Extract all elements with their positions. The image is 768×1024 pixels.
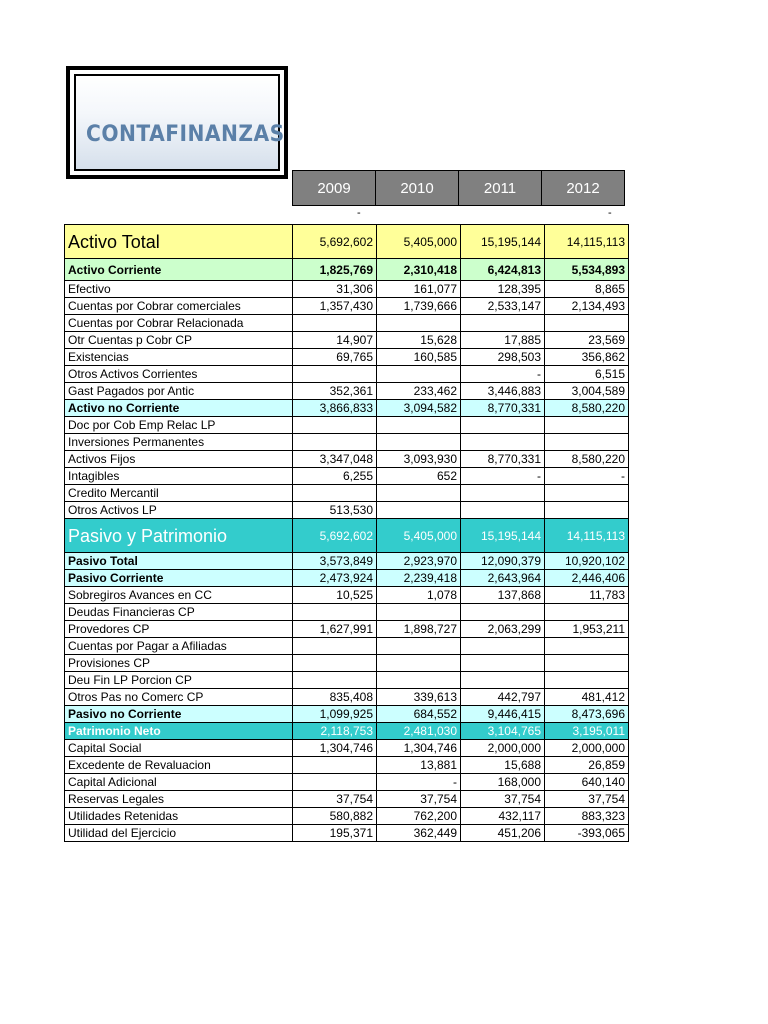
value-cell-2012 (545, 434, 629, 451)
value-cell-2010: 3,094,582 (377, 400, 461, 417)
value-cell-2011 (461, 485, 545, 502)
row-label: Otr Cuentas p Cobr CP (65, 332, 293, 349)
value-cell-2010: 233,462 (377, 383, 461, 400)
row-label: Provedores CP (65, 621, 293, 638)
company-logo (66, 66, 288, 179)
value-cell-2010: - (377, 774, 461, 791)
value-cell-2010: 13,881 (377, 757, 461, 774)
value-cell-2011: 2,063,299 (461, 621, 545, 638)
table-row (65, 400, 629, 417)
value-cell-2009 (293, 655, 377, 672)
value-cell-2012: 481,412 (545, 689, 629, 706)
row-label: Credito Mercantil (65, 485, 293, 502)
table-row (65, 825, 629, 842)
row-label: Cuentas por Cobrar Relacionada (65, 315, 293, 332)
value-cell-2011: 8,770,331 (461, 400, 545, 417)
value-cell-2009 (293, 757, 377, 774)
value-cell-2012: 8,580,220 (545, 451, 629, 468)
table-row (65, 502, 629, 519)
table-row (65, 757, 629, 774)
value-cell-2010 (377, 502, 461, 519)
value-cell-2010 (377, 485, 461, 502)
value-cell-2012: 14,115,113 (545, 519, 629, 553)
row-label: Intagibles (65, 468, 293, 485)
value-cell-2011 (461, 604, 545, 621)
value-cell-2009 (293, 315, 377, 332)
value-cell-2011: 128,395 (461, 281, 545, 298)
row-label: Reservas Legales (65, 791, 293, 808)
value-cell-2012: 640,140 (545, 774, 629, 791)
value-cell-2009 (293, 434, 377, 451)
value-cell-2009: 31,306 (293, 281, 377, 298)
value-cell-2012: 3,195,011 (545, 723, 629, 740)
table-row (65, 519, 629, 553)
table-row (65, 723, 629, 740)
row-label: Capital Adicional (65, 774, 293, 791)
value-cell-2011: 37,754 (461, 791, 545, 808)
row-label: Activos Fijos (65, 451, 293, 468)
row-label: Pasivo Total (65, 553, 293, 570)
value-cell-2010 (377, 638, 461, 655)
value-cell-2012: 5,534,893 (545, 259, 629, 281)
value-cell-2011 (461, 434, 545, 451)
table-row (65, 315, 629, 332)
row-label: Pasivo no Corriente (65, 706, 293, 723)
year-header-2011: 2011 (458, 170, 542, 206)
value-cell-2010: 161,077 (377, 281, 461, 298)
value-cell-2009: 3,866,833 (293, 400, 377, 417)
value-cell-2011 (461, 672, 545, 689)
value-cell-2009: 3,347,048 (293, 451, 377, 468)
table-row (65, 553, 629, 570)
row-label: Deudas Financieras CP (65, 604, 293, 621)
table-row (65, 587, 629, 604)
value-cell-2012: 2,446,406 (545, 570, 629, 587)
value-cell-2009: 10,525 (293, 587, 377, 604)
value-cell-2009: 1,304,746 (293, 740, 377, 757)
dash-mark-2012: - (608, 207, 612, 219)
table-row (65, 281, 629, 298)
value-cell-2010: 37,754 (377, 791, 461, 808)
value-cell-2009: 1,825,769 (293, 259, 377, 281)
value-cell-2010: 652 (377, 468, 461, 485)
value-cell-2012 (545, 315, 629, 332)
value-cell-2010: 684,552 (377, 706, 461, 723)
table-row (65, 298, 629, 315)
table-row (65, 349, 629, 366)
value-cell-2012 (545, 502, 629, 519)
value-cell-2010 (377, 315, 461, 332)
value-cell-2009: 580,882 (293, 808, 377, 825)
table-row (65, 332, 629, 349)
value-cell-2009: 2,473,924 (293, 570, 377, 587)
value-cell-2011: 3,446,883 (461, 383, 545, 400)
row-label: Inversiones Permanentes (65, 434, 293, 451)
value-cell-2012: 2,134,493 (545, 298, 629, 315)
value-cell-2010: 2,481,030 (377, 723, 461, 740)
value-cell-2010: 1,304,746 (377, 740, 461, 757)
value-cell-2012: 2,000,000 (545, 740, 629, 757)
value-cell-2011: 168,000 (461, 774, 545, 791)
value-cell-2011: - (461, 468, 545, 485)
value-cell-2009 (293, 672, 377, 689)
row-label: Capital Social (65, 740, 293, 757)
value-cell-2011: 432,117 (461, 808, 545, 825)
value-cell-2011 (461, 655, 545, 672)
value-cell-2012 (545, 417, 629, 434)
row-label: Cuentas por Cobrar comerciales (65, 298, 293, 315)
value-cell-2010: 160,585 (377, 349, 461, 366)
value-cell-2011 (461, 502, 545, 519)
balance-sheet-table (64, 224, 629, 842)
value-cell-2009 (293, 417, 377, 434)
value-cell-2011: 8,770,331 (461, 451, 545, 468)
value-cell-2009: 1,357,430 (293, 298, 377, 315)
year-header-2009: 2009 (292, 170, 376, 206)
value-cell-2012: 8,473,696 (545, 706, 629, 723)
value-cell-2009: 6,255 (293, 468, 377, 485)
table-row (65, 791, 629, 808)
table-row (65, 774, 629, 791)
value-cell-2009: 2,118,753 (293, 723, 377, 740)
value-cell-2010: 2,923,970 (377, 553, 461, 570)
value-cell-2011 (461, 638, 545, 655)
table-row (65, 259, 629, 281)
value-cell-2009: 1,099,925 (293, 706, 377, 723)
row-label: Deu Fin LP Porcion CP (65, 672, 293, 689)
row-label: Utilidad del Ejercicio (65, 825, 293, 842)
value-cell-2009 (293, 366, 377, 383)
value-cell-2012: - (545, 468, 629, 485)
logo-text: CONTAFINANZAS (86, 122, 285, 147)
value-cell-2012: -393,065 (545, 825, 629, 842)
value-cell-2010 (377, 366, 461, 383)
value-cell-2011: 451,206 (461, 825, 545, 842)
value-cell-2011: 15,195,144 (461, 519, 545, 553)
table-row (65, 468, 629, 485)
value-cell-2011: 298,503 (461, 349, 545, 366)
row-label: Activo no Corriente (65, 400, 293, 417)
value-cell-2010 (377, 417, 461, 434)
table-row (65, 434, 629, 451)
table-row (65, 655, 629, 672)
value-cell-2009: 1,627,991 (293, 621, 377, 638)
value-cell-2010: 1,739,666 (377, 298, 461, 315)
row-label: Otros Pas no Comerc CP (65, 689, 293, 706)
value-cell-2011: 2,533,147 (461, 298, 545, 315)
value-cell-2009: 352,361 (293, 383, 377, 400)
value-cell-2009 (293, 638, 377, 655)
value-cell-2012: 3,004,589 (545, 383, 629, 400)
value-cell-2011: 2,000,000 (461, 740, 545, 757)
value-cell-2011: 12,090,379 (461, 553, 545, 570)
value-cell-2012: 8,865 (545, 281, 629, 298)
row-label: Utilidades Retenidas (65, 808, 293, 825)
value-cell-2012: 883,323 (545, 808, 629, 825)
value-cell-2010: 1,898,727 (377, 621, 461, 638)
value-cell-2010: 15,628 (377, 332, 461, 349)
value-cell-2012: 11,783 (545, 587, 629, 604)
value-cell-2012: 37,754 (545, 791, 629, 808)
row-label: Activo Corriente (65, 259, 293, 281)
value-cell-2010: 3,093,930 (377, 451, 461, 468)
table-row (65, 485, 629, 502)
value-cell-2012: 23,569 (545, 332, 629, 349)
row-label: Gast Pagados por Antic (65, 383, 293, 400)
table-row (65, 604, 629, 621)
value-cell-2012: 1,953,211 (545, 621, 629, 638)
value-cell-2009: 5,692,602 (293, 225, 377, 259)
value-cell-2011: 6,424,813 (461, 259, 545, 281)
value-cell-2012: 26,859 (545, 757, 629, 774)
table-row (65, 706, 629, 723)
table-row (65, 808, 629, 825)
value-cell-2011: 2,643,964 (461, 570, 545, 587)
logo-background (74, 74, 285, 171)
row-label: Otros Activos Corrientes (65, 366, 293, 383)
table-row (65, 689, 629, 706)
row-label: Sobregiros Avances en CC (65, 587, 293, 604)
value-cell-2011 (461, 315, 545, 332)
value-cell-2010 (377, 672, 461, 689)
value-cell-2011: 137,868 (461, 587, 545, 604)
table-row (65, 570, 629, 587)
value-cell-2011: - (461, 366, 545, 383)
value-cell-2010: 1,078 (377, 587, 461, 604)
value-cell-2012: 6,515 (545, 366, 629, 383)
value-cell-2009 (293, 604, 377, 621)
value-cell-2010: 5,405,000 (377, 225, 461, 259)
row-label: Provisiones CP (65, 655, 293, 672)
year-header-2012: 2012 (541, 170, 625, 206)
row-label: Doc por Cob Emp Relac LP (65, 417, 293, 434)
value-cell-2012: 14,115,113 (545, 225, 629, 259)
table-row (65, 225, 629, 259)
value-cell-2011: 9,446,415 (461, 706, 545, 723)
value-cell-2010: 2,310,418 (377, 259, 461, 281)
row-label: Pasivo Corriente (65, 570, 293, 587)
row-label: Otros Activos LP (65, 502, 293, 519)
table-row (65, 740, 629, 757)
value-cell-2009 (293, 485, 377, 502)
value-cell-2010 (377, 604, 461, 621)
row-label: Pasivo y Patrimonio (65, 519, 293, 553)
value-cell-2009: 513,530 (293, 502, 377, 519)
value-cell-2009 (293, 774, 377, 791)
table-row (65, 621, 629, 638)
value-cell-2010: 2,239,418 (377, 570, 461, 587)
table-row (65, 638, 629, 655)
row-label: Activo Total (65, 225, 293, 259)
value-cell-2011: 15,688 (461, 757, 545, 774)
year-header-2010: 2010 (375, 170, 459, 206)
year-header (292, 170, 625, 206)
value-cell-2010: 339,613 (377, 689, 461, 706)
value-cell-2012: 8,580,220 (545, 400, 629, 417)
value-cell-2010 (377, 655, 461, 672)
table-row (65, 417, 629, 434)
value-cell-2012: 356,862 (545, 349, 629, 366)
row-label: Patrimonio Neto (65, 723, 293, 740)
value-cell-2011: 442,797 (461, 689, 545, 706)
value-cell-2009: 37,754 (293, 791, 377, 808)
table-row (65, 672, 629, 689)
value-cell-2012 (545, 655, 629, 672)
value-cell-2012: 10,920,102 (545, 553, 629, 570)
table-row (65, 451, 629, 468)
value-cell-2011: 3,104,765 (461, 723, 545, 740)
value-cell-2011: 15,195,144 (461, 225, 545, 259)
table-row (65, 366, 629, 383)
value-cell-2011: 17,885 (461, 332, 545, 349)
value-cell-2012 (545, 672, 629, 689)
value-cell-2009: 14,907 (293, 332, 377, 349)
value-cell-2010: 362,449 (377, 825, 461, 842)
row-label: Cuentas por Pagar a Afiliadas (65, 638, 293, 655)
value-cell-2009: 3,573,849 (293, 553, 377, 570)
value-cell-2012 (545, 638, 629, 655)
value-cell-2009: 195,371 (293, 825, 377, 842)
row-label: Excedente de Revaluacion (65, 757, 293, 774)
value-cell-2011 (461, 417, 545, 434)
table-row (65, 383, 629, 400)
dash-mark-2009: - (357, 207, 361, 219)
value-cell-2009: 69,765 (293, 349, 377, 366)
row-label: Efectivo (65, 281, 293, 298)
value-cell-2012 (545, 485, 629, 502)
value-cell-2012 (545, 604, 629, 621)
value-cell-2010 (377, 434, 461, 451)
value-cell-2010: 762,200 (377, 808, 461, 825)
value-cell-2010: 5,405,000 (377, 519, 461, 553)
row-label: Existencias (65, 349, 293, 366)
value-cell-2009: 5,692,602 (293, 519, 377, 553)
value-cell-2009: 835,408 (293, 689, 377, 706)
